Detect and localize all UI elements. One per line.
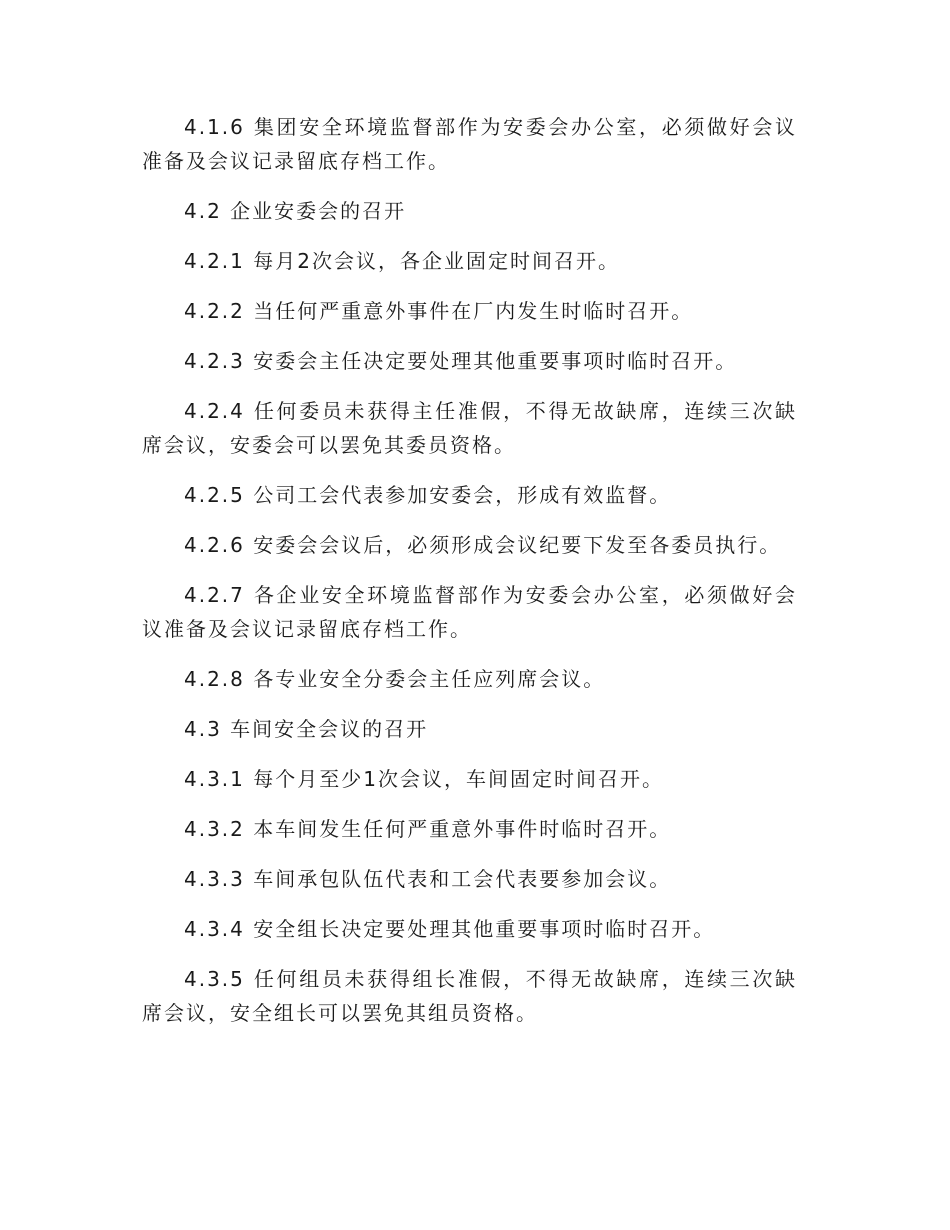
paragraph-4-3-2: 4.3.2 本车间发生任何严重意外事件时临时召开。 — [184, 817, 672, 841]
section-heading-4-2: 4.2 企业安委会的召开 — [184, 199, 407, 223]
paragraph-4-3-1: 4.3.1 每个月至少1次会议，车间固定时间召开。 — [184, 767, 664, 791]
paragraph-4-2-5: 4.2.5 公司工会代表参加安委会，形成有效监督。 — [184, 483, 672, 507]
paragraph-4-3-5: 4.3.5 任何组员未获得组长准假，不得无故缺席，连续三次缺席会议，安全组长可以罢免其组员资格。 — [142, 967, 797, 1025]
paragraph-4-2-1: 4.2.1 每月2次会议，各企业固定时间召开。 — [184, 249, 620, 273]
section-heading-4-3: 4.3 车间安全会议的召开 — [184, 717, 429, 741]
paragraph-4-2-4: 4.2.4 任何委员未获得主任准假，不得无故缺席，连续三次缺席会议，安委会可以罢免其委员资格。 — [142, 399, 797, 457]
paragraph-4-2-7: 4.2.7 各企业安全环境监督部作为安委会办公室，必须做好会议准备及会议记录留底存档工作。 — [142, 583, 797, 641]
paragraph-4-2-8: 4.2.8 各专业安全分委会主任应列席会议。 — [184, 667, 606, 691]
paragraph-4-3-3: 4.3.3 车间承包队伍代表和工会代表要参加会议。 — [184, 867, 672, 891]
paragraph-4-2-3: 4.2.3 安委会主任决定要处理其他重要事项时临时召开。 — [184, 349, 738, 373]
paragraph-4-2-2: 4.2.2 当任何严重意外事件在厂内发生时临时召开。 — [184, 299, 694, 323]
document-body — [142, 110, 797, 1046]
paragraph-4-1-6: 4.1.6 集团安全环境监督部作为安委会办公室，必须做好会议准备及会议记录留底存档工作。 — [142, 115, 797, 173]
paragraph-4-2-6: 4.2.6 安委会会议后，必须形成会议纪要下发至各委员执行。 — [184, 533, 782, 557]
paragraph-4-3-4: 4.3.4 安全组长决定要处理其他重要事项时临时召开。 — [184, 917, 716, 941]
